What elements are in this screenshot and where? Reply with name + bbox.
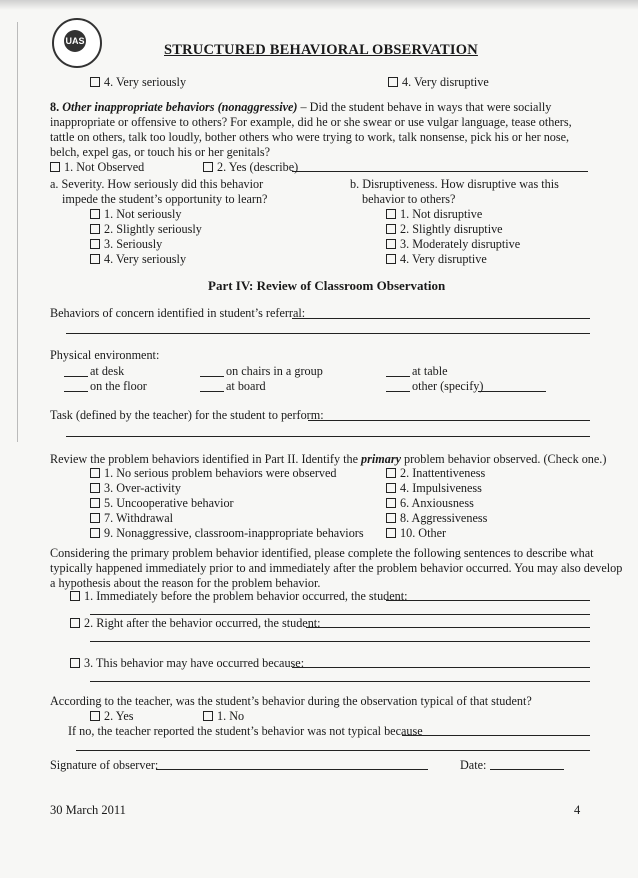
behavior-option[interactable]: [386, 511, 487, 526]
checkbox-icon: [90, 224, 100, 234]
task-field-line2[interactable]: [66, 436, 590, 437]
if-no-label: If no, the teacher reported the student’s behavior was not typical because: [68, 724, 423, 738]
page-title: STRUCTURED BEHAVIORAL OBSERVATION: [164, 42, 478, 58]
checkbox-icon: [388, 77, 398, 87]
checkbox-icon: [90, 77, 100, 87]
date-label: Date:: [460, 758, 487, 772]
scan-edge: [0, 0, 638, 10]
behavior-option[interactable]: [90, 481, 181, 496]
behavior-option[interactable]: [90, 511, 173, 526]
page-number: 4: [574, 803, 581, 817]
option-label: 4. Very disruptive: [400, 252, 487, 266]
checkbox-icon: [90, 468, 100, 478]
disruptiveness-option[interactable]: [386, 252, 487, 267]
sentence-2[interactable]: [70, 616, 321, 631]
option-label: 10. Other: [400, 526, 447, 540]
option-label: 3. Over-activity: [104, 481, 181, 495]
review-instruction: [50, 452, 606, 467]
option-label: 3. Seriously: [104, 237, 163, 251]
option-label: 1. Not seriously: [104, 207, 182, 221]
question-8-line3: tattle on others, talk too loudly, bother others who were trying to work, talk nonsense, pick his or her nose,: [50, 130, 570, 144]
option-label: 9. Nonaggressive, classroom-inappropriate behaviors: [104, 526, 364, 540]
option-very-disruptive[interactable]: [388, 75, 489, 90]
env-chairs-group: on chairs in a group: [226, 364, 323, 378]
floor-blank[interactable]: [64, 391, 88, 392]
chairs-blank[interactable]: [200, 376, 224, 377]
checkbox-icon: [386, 483, 396, 493]
review-text: Review the problem behaviors identified in Part II. Identify the: [50, 452, 362, 466]
env-at-desk: at desk: [90, 364, 125, 378]
consider-text-line3: a hypothesis about the reason for the problem behavior.: [50, 576, 321, 590]
signature-label: Signature of observer:: [50, 758, 159, 772]
behavior-option[interactable]: [90, 466, 337, 481]
option-label: 7. Withdrawal: [104, 511, 174, 525]
sentence-label: 3. This behavior may have occurred because:: [84, 656, 305, 670]
if-no-field[interactable]: [402, 735, 590, 736]
option-label: 5. Uncooperative behavior: [104, 496, 234, 510]
question-8-line2: inappropriate or offensive to others? For example, did he or she swear or use vulgar language, tease others,: [50, 115, 572, 129]
sentence-3-field-line2[interactable]: [90, 681, 590, 682]
question-8: [50, 100, 610, 115]
seal-monogram: UAS: [64, 30, 86, 52]
severity-question-line2: impede the student’s opportunity to learn?: [62, 192, 268, 206]
signature-field[interactable]: [156, 769, 428, 770]
option-label: 1. No: [217, 709, 245, 723]
review-text: problem behavior observed. (Check one.): [400, 452, 607, 466]
question-8-line4: belch, expel gas, or touch his or her genitals?: [50, 145, 270, 159]
checkbox-icon: [50, 162, 60, 172]
disruptiveness-question: b. Disruptiveness. How disruptive was this: [350, 177, 559, 191]
option-label: 8. Aggressiveness: [400, 511, 488, 525]
checkbox-icon: [386, 498, 396, 508]
sentence-2-field-line2[interactable]: [90, 641, 590, 642]
option-label: 2. Yes: [104, 709, 134, 723]
section-heading: Part IV: Review of Classroom Observation: [208, 278, 446, 293]
env-other: other (specify): [412, 379, 484, 393]
checkbox-icon: [90, 711, 100, 721]
typical-yes-option[interactable]: [90, 709, 133, 724]
referral-label: Behaviors of concern identified in student’s referral:: [50, 306, 306, 320]
option-label: 1. Not disruptive: [400, 207, 483, 221]
severity-option[interactable]: [90, 207, 182, 222]
option-label: 4. Very seriously: [104, 252, 187, 266]
checkbox-icon: [90, 483, 100, 493]
board-blank[interactable]: [200, 391, 224, 392]
option-label: 2. Slightly disruptive: [400, 222, 503, 236]
option-very-seriously[interactable]: [90, 75, 186, 90]
checkbox-icon: [386, 254, 396, 264]
checkbox-icon: [90, 513, 100, 523]
disruptiveness-option[interactable]: [386, 222, 503, 237]
checkbox-icon: [386, 468, 396, 478]
severity-option[interactable]: [90, 252, 186, 267]
option-label: 4. Very seriously: [104, 75, 187, 89]
consider-text: Considering the primary problem behavior identified, please complete the following sentences to describe what: [50, 546, 594, 560]
behavior-option[interactable]: [386, 466, 485, 481]
behavior-option[interactable]: [386, 481, 482, 496]
option-label: 4. Very disruptive: [402, 75, 489, 89]
option-label: 2. Inattentiveness: [400, 466, 486, 480]
option-label: 1. Not Observed: [64, 160, 145, 174]
review-emphasis: primary: [361, 452, 401, 466]
date-field[interactable]: [490, 769, 564, 770]
task-label: Task (defined by the teacher) for the student to perform:: [50, 408, 324, 422]
typical-question: According to the teacher, was the student’s behavior during the observation typical of that student?: [50, 694, 532, 708]
task-field[interactable]: [308, 420, 590, 421]
checkbox-icon: [386, 528, 396, 538]
margin-rule: [17, 22, 18, 442]
checkbox-icon: [386, 239, 396, 249]
checkbox-icon: [386, 224, 396, 234]
checkbox-icon: [386, 513, 396, 523]
typical-no-option[interactable]: [203, 709, 244, 724]
checkbox-icon: [90, 528, 100, 538]
severity-question: a. Severity. How seriously did this behavior: [50, 177, 264, 191]
sentence-3[interactable]: [70, 656, 304, 671]
sentence-1-field[interactable]: [386, 600, 590, 601]
option-label: 3. Moderately disruptive: [400, 237, 521, 251]
sentence-2-field[interactable]: [306, 627, 590, 628]
disruptiveness-option[interactable]: [386, 237, 520, 252]
option-label: 6. Anxiousness: [400, 496, 474, 510]
option-label: 1. No serious problem behaviors were observed: [104, 466, 337, 480]
env-on-floor: on the floor: [90, 379, 147, 393]
option-label: 2. Yes (describe): [217, 160, 299, 174]
severity-option[interactable]: [90, 237, 162, 252]
sentence-label: 2. Right after the behavior occurred, the student:: [84, 616, 321, 630]
behavior-option[interactable]: [386, 526, 446, 541]
severity-option[interactable]: [90, 222, 202, 237]
checkbox-icon: [90, 209, 100, 219]
option-yes-describe[interactable]: [203, 160, 298, 175]
behavior-option[interactable]: [386, 496, 474, 511]
question-number: 8.: [50, 100, 60, 114]
consider-text-line2: typically happened immediately prior to and immediately after the problem behavior occurred. You may also develop: [50, 561, 623, 575]
physical-environment-label: Physical environment:: [50, 348, 160, 362]
if-no-field-line2[interactable]: [76, 750, 590, 751]
school-seal-logo: [52, 18, 102, 68]
checkbox-icon: [70, 618, 80, 628]
checkbox-icon: [90, 498, 100, 508]
option-label: 4. Impulsiveness: [400, 481, 482, 495]
at-table-blank[interactable]: [386, 376, 410, 377]
behavior-option[interactable]: [90, 526, 364, 541]
sentence-3-field[interactable]: [292, 667, 590, 668]
checkbox-icon: [70, 658, 80, 668]
checkbox-icon: [203, 711, 213, 721]
sentence-1-field-line2[interactable]: [90, 614, 590, 615]
checkbox-icon: [386, 209, 396, 219]
question-title: Other inappropriate behaviors (nonaggressive): [62, 100, 298, 114]
referral-field[interactable]: [292, 318, 590, 319]
env-at-table: at table: [412, 364, 448, 378]
checkbox-icon: [203, 162, 213, 172]
other-blank[interactable]: [386, 391, 410, 392]
disruptiveness-option[interactable]: [386, 207, 482, 222]
behavior-option[interactable]: [90, 496, 234, 511]
checkbox-icon: [70, 591, 80, 601]
sentence-1[interactable]: [70, 589, 408, 604]
sentence-label: 1. Immediately before the problem behavior occurred, the student:: [84, 589, 408, 603]
at-desk-blank[interactable]: [64, 376, 88, 377]
option-label: 2. Slightly seriously: [104, 222, 202, 236]
question-text: – Did the student behave in ways that were socially: [297, 100, 552, 114]
env-at-board: at board: [226, 379, 266, 393]
option-not-observed[interactable]: [50, 160, 144, 175]
footer-date: 30 March 2011: [50, 803, 126, 817]
referral-field-line2[interactable]: [66, 333, 590, 334]
disruptiveness-question-line2: behavior to others?: [362, 192, 456, 206]
other-specify-field[interactable]: [478, 391, 546, 392]
checkbox-icon: [90, 239, 100, 249]
describe-field[interactable]: [292, 171, 588, 172]
checkbox-icon: [90, 254, 100, 264]
